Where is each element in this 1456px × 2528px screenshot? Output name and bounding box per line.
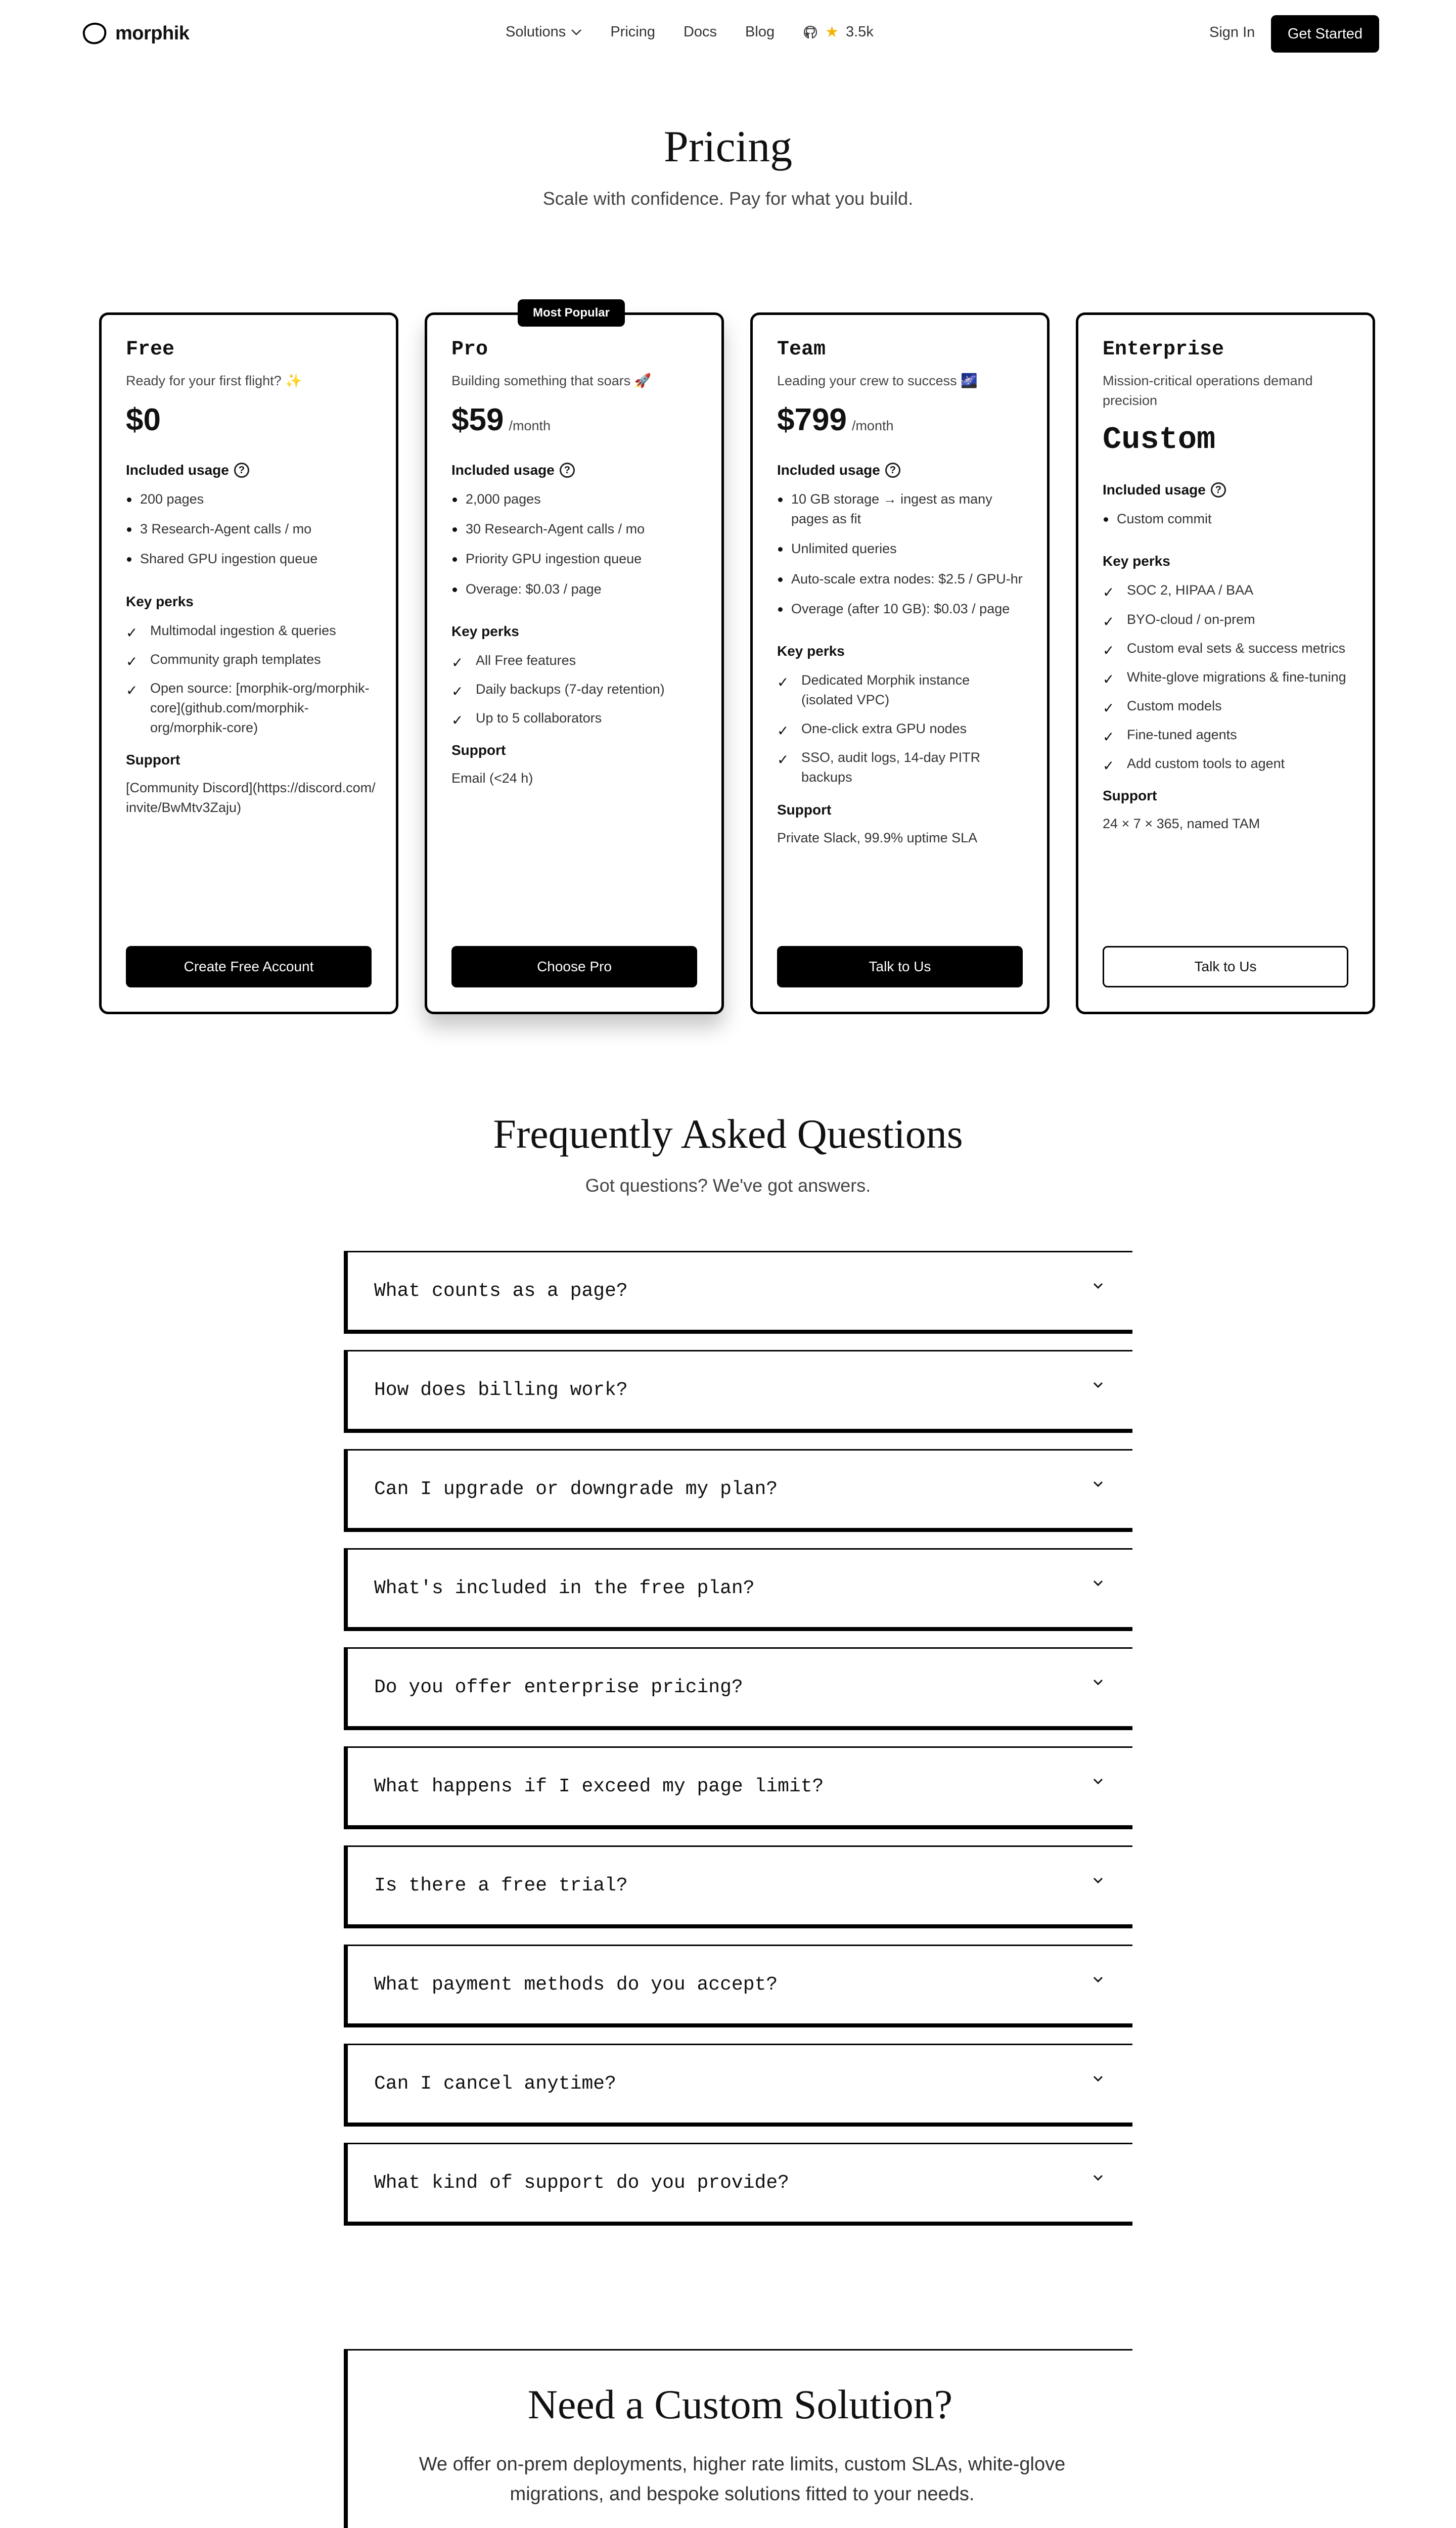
- help-circle-icon[interactable]: ?: [234, 463, 249, 478]
- plan-tagline: Mission-critical operations demand precision: [1103, 373, 1313, 409]
- usage-item: Priority GPU ingestion queue: [451, 549, 697, 569]
- support-text: Email (<24 h): [451, 771, 533, 786]
- brand-logo[interactable]: [81, 21, 189, 46]
- perk-item: [1103, 610, 1348, 629]
- support-text: Private Slack, 99.9% uptime SLA: [777, 830, 978, 845]
- plan-name: Free: [126, 338, 175, 361]
- chevron-down-icon: [1092, 1876, 1104, 1884]
- key-perks-title: Key perks: [777, 643, 845, 659]
- most-popular-badge: Most Popular: [518, 299, 625, 327]
- included-usage-title: [126, 462, 372, 478]
- faq-question: What payment methods do you accept?: [374, 1974, 778, 1996]
- plan-price: $59: [451, 402, 504, 438]
- perks-list: [1103, 580, 1348, 774]
- perk-item: [126, 650, 372, 669]
- help-circle-icon[interactable]: ?: [1211, 482, 1226, 498]
- support-text: [Community Discord](https://discord.com/invite/BwMtv3Zaju): [126, 780, 376, 816]
- help-circle-icon[interactable]: ?: [560, 463, 575, 478]
- support-text: 24 × 7 × 365, named TAM: [1103, 816, 1260, 832]
- chevron-down-icon: [1092, 1975, 1104, 1983]
- faq-question: How does billing work?: [374, 1379, 628, 1401]
- faq-item[interactable]: [344, 1746, 1132, 1829]
- plan-card-pro: [425, 312, 724, 1014]
- perk-item: [1103, 725, 1348, 745]
- chevron-down-icon: [1092, 1480, 1104, 1488]
- support-title: Support: [451, 742, 506, 758]
- chevron-down-icon: [1092, 2074, 1104, 2083]
- perks-list: [451, 651, 697, 728]
- faq-item[interactable]: [344, 1251, 1132, 1334]
- faq-question: Is there a free trial?: [374, 1875, 628, 1897]
- perk-item: [777, 719, 1023, 739]
- perk-item: [451, 708, 697, 728]
- perk-text: Daily backups (7-day retention): [476, 681, 665, 697]
- faq-question: What kind of support do you provide?: [374, 2172, 789, 2194]
- nav-blog[interactable]: Blog: [745, 24, 775, 40]
- chevron-down-icon: [1092, 1282, 1104, 1290]
- page-title: Pricing: [663, 122, 793, 171]
- perk-text: One-click extra GPU nodes: [801, 721, 967, 737]
- custom-solution-section: [344, 2349, 1132, 2528]
- faq-item[interactable]: [344, 1548, 1132, 1631]
- faq-question: Can I cancel anytime?: [374, 2073, 616, 2095]
- perk-text: Dedicated Morphik instance (isolated VPC): [801, 672, 970, 707]
- faq-item[interactable]: [344, 1945, 1132, 2027]
- support-title: Support: [777, 801, 832, 818]
- support-title: Support: [126, 752, 180, 768]
- check-icon: ✓: [126, 624, 138, 641]
- included-usage-label: Included usage: [126, 462, 229, 478]
- perks-list: [777, 670, 1023, 788]
- perk-item: [1103, 696, 1348, 716]
- faq-subtitle: Got questions? We've got answers.: [585, 1175, 871, 1196]
- perk-item: [1103, 667, 1348, 687]
- perk-text: SSO, audit logs, 14-day PITR backups: [801, 750, 981, 785]
- price-row: [777, 402, 1023, 438]
- check-icon: ✓: [126, 653, 138, 669]
- perk-text: SOC 2, HIPAA / BAA: [1127, 582, 1254, 598]
- site-header: [0, 0, 1456, 67]
- plan-name: Enterprise: [1103, 338, 1224, 361]
- check-icon: ✓: [1103, 642, 1115, 658]
- perk-item: [1103, 754, 1348, 774]
- usage-item: 30 Research-Agent calls / mo: [451, 519, 697, 539]
- chevron-down-icon: [1092, 2174, 1104, 2182]
- plan-name: Team: [777, 338, 826, 361]
- key-perks-title: Key perks: [126, 593, 194, 609]
- check-icon: ✓: [777, 752, 789, 768]
- check-icon: ✓: [1103, 700, 1115, 716]
- plan-price: $0: [126, 402, 161, 438]
- plan-name: Pro: [451, 338, 488, 361]
- price-row: [1103, 422, 1348, 458]
- nav-solutions-label: Solutions: [506, 24, 566, 40]
- perk-item: [777, 670, 1023, 710]
- plan-card-enterprise: [1076, 312, 1375, 1014]
- plan-price: Custom: [1103, 422, 1216, 458]
- check-icon: ✓: [777, 723, 789, 739]
- plan-tagline: Leading your crew to success 🌌: [777, 373, 978, 388]
- included-usage-title: [777, 462, 1023, 478]
- faq-item[interactable]: [344, 2044, 1132, 2127]
- perk-text: Custom eval sets & success metrics: [1127, 640, 1346, 656]
- perk-item: [451, 680, 697, 699]
- usage-item: Shared GPU ingestion queue: [126, 549, 372, 569]
- included-usage-label: Included usage: [451, 462, 555, 478]
- check-icon: ✓: [451, 683, 464, 699]
- perk-text: Up to 5 collaborators: [476, 710, 602, 726]
- faq-item[interactable]: [344, 1449, 1132, 1532]
- plan-cta-free[interactable]: Create Free Account: [126, 946, 372, 987]
- custom-solution-body: We offer on-prem deployments, higher rate limits, custom SLAs, white-glove migrations, and bespoke solutions fitted to your needs.: [419, 2454, 1066, 2505]
- check-icon: ✓: [1103, 584, 1115, 601]
- perk-text: White-glove migrations & fine-tuning: [1127, 669, 1346, 685]
- usage-item: Custom commit: [1103, 509, 1348, 529]
- perk-text: Multimodal ingestion & queries: [150, 622, 336, 638]
- brand-name: morphik: [115, 22, 190, 44]
- included-usage-title: [1103, 482, 1348, 498]
- plan-tagline: Building something that soars 🚀: [451, 373, 652, 388]
- morphik-logo-icon: [81, 21, 108, 46]
- check-icon: ✓: [1103, 671, 1115, 687]
- github-stars-link[interactable]: [803, 23, 874, 41]
- included-usage-label: Included usage: [777, 462, 880, 478]
- github-icon: [803, 25, 818, 40]
- perk-item: [126, 679, 372, 738]
- faq-title: Frequently Asked Questions: [493, 1111, 963, 1157]
- faq-question: What counts as a page?: [374, 1280, 628, 1302]
- chevron-down-icon: [571, 29, 582, 36]
- usage-list: [1103, 509, 1348, 529]
- faq-item[interactable]: [344, 1845, 1132, 1928]
- check-icon: ✓: [126, 682, 138, 698]
- check-icon: ✓: [777, 674, 789, 690]
- perk-text: BYO-cloud / on-prem: [1127, 611, 1255, 627]
- sign-in-link[interactable]: Sign In: [1209, 24, 1255, 40]
- perk-text: Add custom tools to agent: [1127, 756, 1285, 772]
- plan-cta-enterprise[interactable]: Talk to Us: [1103, 946, 1348, 987]
- key-perks-title: Key perks: [1103, 553, 1170, 569]
- perk-item: [451, 651, 697, 670]
- price-row: [126, 402, 372, 438]
- perk-item: [1103, 639, 1348, 658]
- check-icon: ✓: [451, 654, 464, 670]
- price-row: [451, 402, 697, 438]
- get-started-button[interactable]: Get Started: [1271, 15, 1379, 53]
- price-period: /month: [509, 418, 551, 434]
- check-icon: ✓: [1103, 613, 1115, 629]
- usage-item: 200 pages: [126, 489, 372, 509]
- plan-price: $799: [777, 402, 847, 438]
- usage-item: 2,000 pages: [451, 489, 697, 509]
- check-icon: ✓: [1103, 758, 1115, 774]
- perks-list: [126, 621, 372, 738]
- plan-cta-pro[interactable]: Choose Pro: [451, 946, 697, 987]
- github-stars-count: 3.5k: [846, 24, 874, 40]
- custom-solution-title: Need a Custom Solution?: [527, 2381, 953, 2427]
- plan-cta-team[interactable]: Talk to Us: [777, 946, 1023, 987]
- usage-item: Unlimited queries: [777, 539, 1023, 559]
- plan-card-team: [750, 312, 1050, 1014]
- plan-tagline: Ready for your first flight? ✨: [126, 373, 302, 388]
- included-usage-label: Included usage: [1103, 482, 1206, 498]
- nav-docs[interactable]: Docs: [683, 24, 717, 40]
- perk-text: Fine-tuned agents: [1127, 727, 1237, 743]
- page-subtitle: Scale with confidence. Pay for what you build.: [542, 188, 914, 209]
- star-icon: ★: [825, 24, 839, 40]
- perk-item: [1103, 580, 1348, 600]
- support-title: Support: [1103, 788, 1157, 804]
- usage-item: 3 Research-Agent calls / mo: [126, 519, 372, 539]
- nav-solutions[interactable]: [506, 24, 582, 40]
- faq-question: Can I upgrade or downgrade my plan?: [374, 1478, 778, 1500]
- perk-text: Custom models: [1127, 698, 1222, 713]
- usage-list: [126, 489, 372, 569]
- faq-question: What happens if I exceed my page limit?: [374, 1776, 824, 1797]
- faq-question: What's included in the free plan?: [374, 1577, 755, 1599]
- perk-item: [126, 621, 372, 641]
- chevron-down-icon: [1092, 1381, 1104, 1389]
- help-circle-icon[interactable]: ?: [885, 463, 900, 478]
- chevron-down-icon: [1092, 1777, 1104, 1785]
- faq-item[interactable]: [344, 1647, 1132, 1730]
- chevron-down-icon: [1092, 1579, 1104, 1587]
- included-usage-title: [451, 462, 697, 478]
- usage-item: Overage: $0.03 / page: [451, 579, 697, 599]
- key-perks-title: Key perks: [451, 623, 519, 639]
- usage-list: [451, 489, 697, 599]
- usage-item: Overage (after 10 GB): $0.03 / page: [777, 599, 1023, 619]
- main-nav: [506, 23, 874, 41]
- usage-list: [777, 489, 1023, 619]
- check-icon: ✓: [451, 712, 464, 728]
- perk-item: [777, 748, 1023, 787]
- usage-item: 10 GB storage → ingest as many pages as fit: [777, 489, 1023, 529]
- chevron-down-icon: [1092, 1678, 1104, 1686]
- check-icon: ✓: [1103, 729, 1115, 745]
- nav-pricing[interactable]: Pricing: [610, 24, 655, 40]
- perk-text: All Free features: [476, 652, 576, 668]
- faq-item[interactable]: [344, 1350, 1132, 1433]
- price-period: /month: [851, 418, 894, 434]
- faq-item[interactable]: [344, 2143, 1132, 2226]
- perk-text: Community graph templates: [150, 651, 321, 667]
- faq-question: Do you offer enterprise pricing?: [374, 1677, 743, 1698]
- perk-text: Open source: [morphik-org/morphik-core](github.com/morphik-org/morphik-core): [150, 680, 370, 736]
- plan-card-free: [99, 312, 398, 1014]
- usage-item: Auto-scale extra nodes: $2.5 / GPU-hr: [777, 569, 1023, 589]
